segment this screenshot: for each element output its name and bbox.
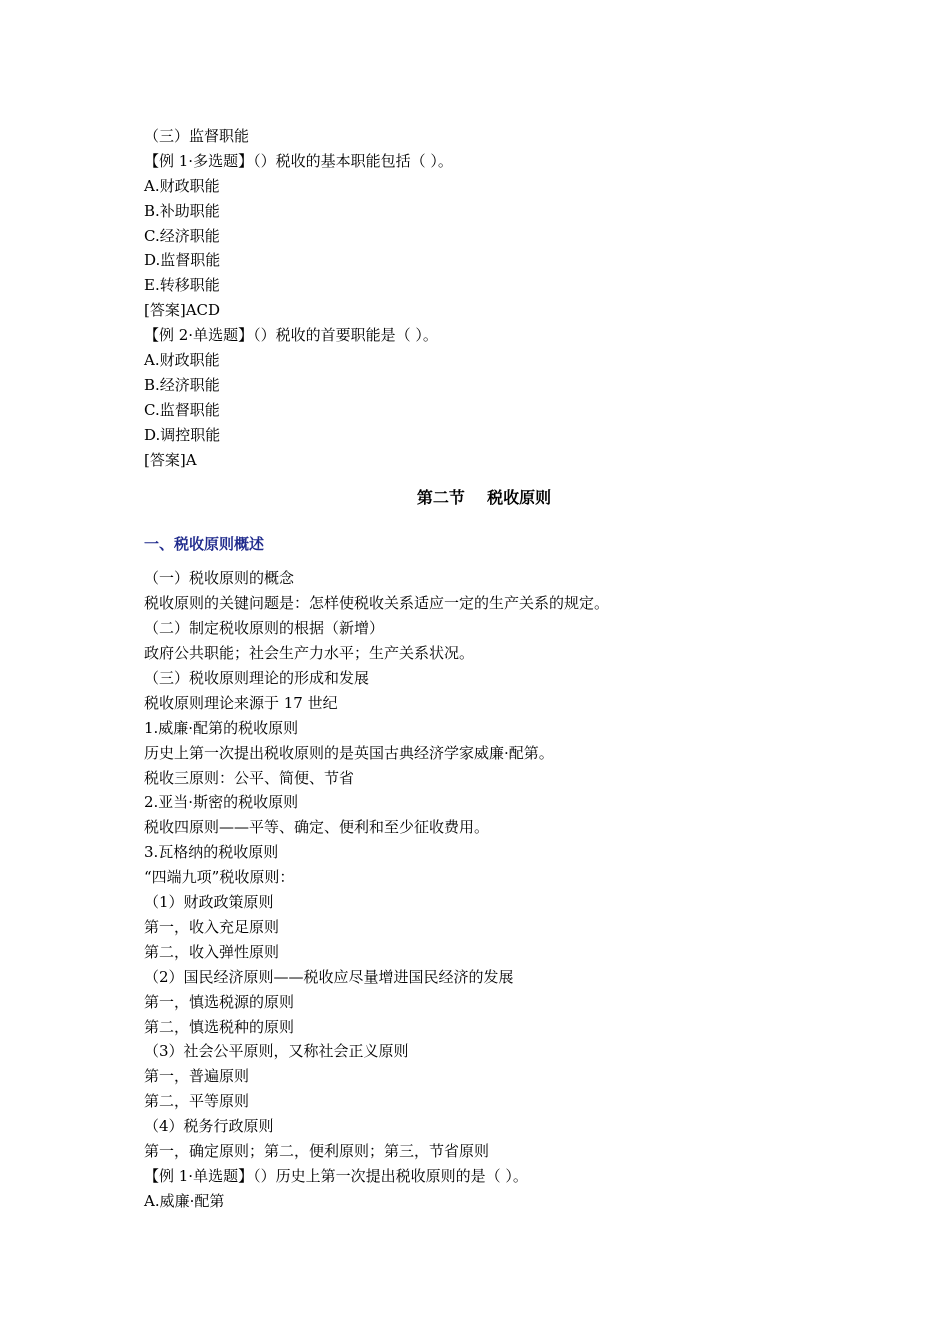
text-line: 税收三原则：公平、简便、节省 bbox=[144, 768, 355, 787]
text-line: D.调控职能 bbox=[144, 425, 221, 444]
text-line: 历史上第一次提出税收原则的是英国古典经济学家威廉·配第。 bbox=[144, 743, 554, 762]
section-title: 第二节 税收原则 bbox=[416, 488, 552, 508]
text-line: （4）税务行政原则 bbox=[144, 1117, 274, 1136]
text-line: （一）税收原则的概念 bbox=[144, 569, 295, 588]
text-line: 第二，收入弹性原则 bbox=[144, 942, 280, 961]
text-line: C.经济职能 bbox=[144, 226, 220, 245]
text-line: A.财政职能 bbox=[144, 176, 220, 195]
text-line: 政府公共职能；社会生产力水平；生产关系状况。 bbox=[144, 644, 475, 663]
text-line: 第一，慎选税源的原则 bbox=[144, 992, 295, 1011]
text-line: 税收四原则——平等、确定、便利和至少征收费用。 bbox=[144, 818, 490, 837]
text-line: A.威廉·配第 bbox=[144, 1191, 225, 1210]
text-line: E.转移职能 bbox=[144, 276, 220, 295]
text-line: （二）制定税收原则的根据（新增） bbox=[144, 619, 385, 638]
text-line: （1）财政政策原则 bbox=[144, 893, 274, 912]
text-line: 税收原则理论来源于 17 世纪 bbox=[144, 693, 338, 712]
text-line: 1.威廉·配第的税收原则 bbox=[144, 718, 299, 737]
text-line: （三）监督职能 bbox=[144, 127, 250, 145]
text-line: C.监督职能 bbox=[144, 400, 220, 419]
text-line: （2）国民经济原则——税收应尽量增进国民经济的发展 bbox=[144, 967, 514, 986]
text-line: （三）税收原则理论的形成和发展 bbox=[144, 669, 370, 688]
text-line: 2.亚当·斯密的税收原则 bbox=[144, 793, 299, 812]
text-line: 3.瓦格纳的税收原则 bbox=[144, 843, 279, 862]
text-line: （3）社会公平原则，又称社会正义原则 bbox=[144, 1042, 409, 1061]
text-line: [答案]ACD bbox=[144, 301, 221, 320]
text-line: 第一，确定原则；第二，便利原则；第三，节省原则 bbox=[144, 1141, 490, 1160]
text-line: B.补助职能 bbox=[144, 201, 220, 220]
text-line: 【例 1·多选题】（）税收的基本职能包括（ ）。 bbox=[144, 151, 453, 170]
text-line: B.经济职能 bbox=[144, 375, 220, 394]
text-line: 【例 1·单选题】（）历史上第一次提出税收原则的是（ ）。 bbox=[144, 1166, 528, 1185]
text-line: 税收原则的关键问题是：怎样使税收关系适应一定的生产关系的规定。 bbox=[144, 594, 610, 613]
text-line: 第一，收入充足原则 bbox=[144, 917, 280, 936]
text-line: 【例 2·单选题】（）税收的首要职能是（ ）。 bbox=[144, 326, 438, 345]
text-line: 第一，普遍原则 bbox=[144, 1067, 250, 1086]
example-block-functions bbox=[144, 124, 824, 472]
text-line: “四端九项”税收原则： bbox=[144, 868, 295, 887]
text-line: 第二，平等原则 bbox=[144, 1092, 250, 1111]
text-line: [答案]A bbox=[144, 450, 197, 469]
heading-tax-principles-overview: 一、税收原则概述 bbox=[144, 535, 265, 554]
content-block-principles bbox=[144, 566, 824, 1213]
text-line: 第二，慎选税种的原则 bbox=[144, 1017, 295, 1036]
text-line: D.监督职能 bbox=[144, 251, 221, 270]
document-page bbox=[144, 124, 824, 1214]
text-line: A.财政职能 bbox=[144, 351, 220, 370]
